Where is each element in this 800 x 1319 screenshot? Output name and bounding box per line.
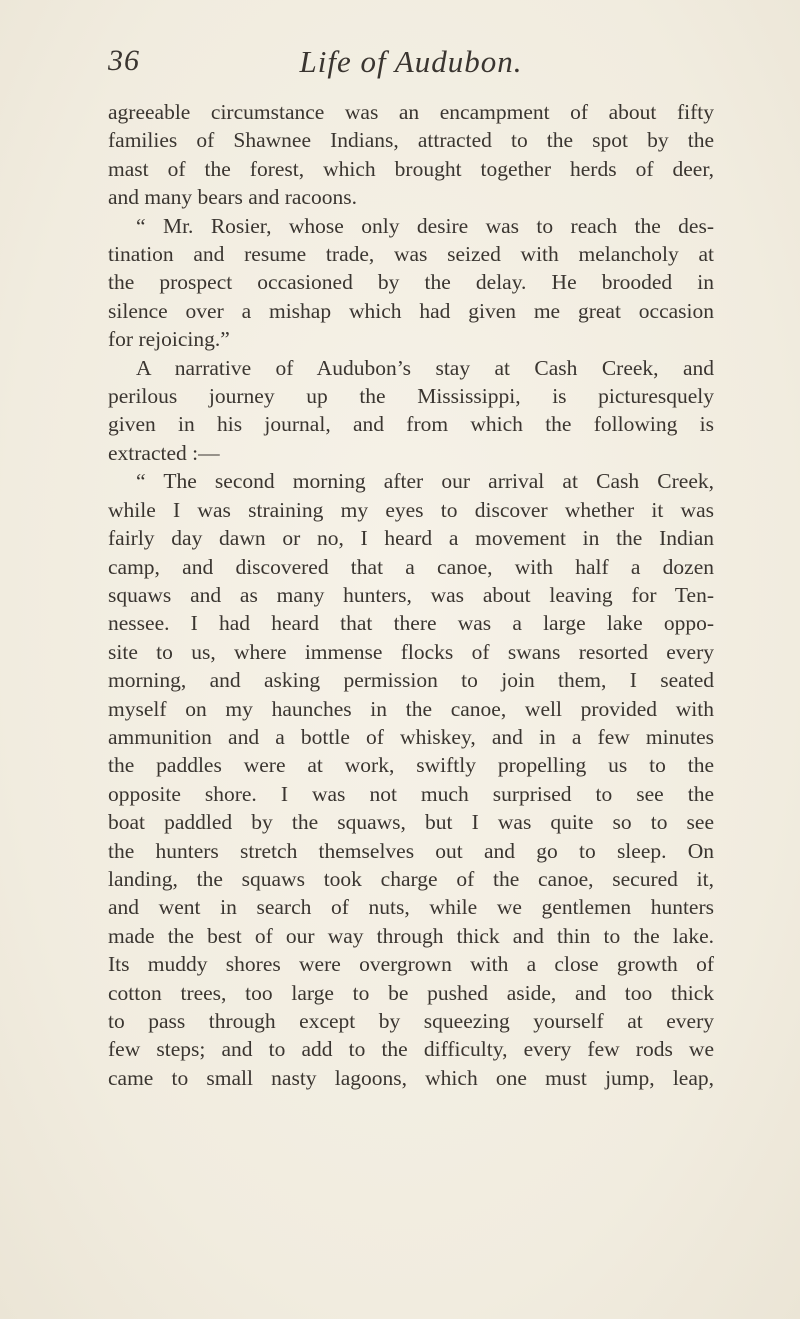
- running-title: Life of Audubon.: [299, 44, 523, 79]
- page-header: [108, 44, 714, 94]
- page-number: 36: [108, 44, 140, 77]
- text-line: extracted :—: [108, 440, 220, 465]
- text-line: few steps; and to add to the difficulty, every few rods we: [108, 1037, 714, 1062]
- text-line: perilous journey up the Mississippi, is picturesquely: [108, 384, 714, 409]
- body-text: [108, 98, 714, 1092]
- text-line: “ The second morning after our arrival at Cash Creek,: [136, 469, 714, 494]
- text-line: “ Mr. Rosier, whose only desire was to reach the des-: [136, 213, 714, 238]
- text-line: landing, the squaws took charge of the canoe, secured it,: [108, 866, 714, 891]
- text-line: morning, and asking permission to join them, I seated: [108, 668, 714, 693]
- text-line: Its muddy shores were overgrown with a close growth of: [108, 952, 714, 977]
- text-line: families of Shawnee Indians, attracted to the spot by the: [108, 128, 714, 153]
- text-line: myself on my haunches in the canoe, well provided with: [108, 696, 714, 721]
- text-line: A narrative of Audubon’s stay at Cash Creek, and: [136, 355, 714, 380]
- text-line: site to us, where immense flocks of swans resorted every: [108, 639, 714, 664]
- text-line: made the best of our way through thick and thin to the lake.: [108, 923, 714, 948]
- text-line: the hunters stretch themselves out and go to sleep. On: [108, 838, 714, 863]
- text-line: squaws and as many hunters, was about leaving for Ten-: [108, 582, 714, 607]
- text-line: and many bears and racoons.: [108, 185, 357, 210]
- text-line: came to small nasty lagoons, which one must jump, leap,: [108, 1065, 714, 1090]
- text-line: to pass through except by squeezing yourself at every: [108, 1009, 714, 1033]
- text-line: tination and resume trade, was seized with melancholy at: [108, 242, 714, 267]
- text-line: boat paddled by the squaws, but I was quite so to see: [108, 810, 714, 835]
- text-line: the paddles were at work, swiftly propelling us to the: [108, 753, 714, 778]
- text-line: nessee. I had heard that there was a large lake oppo-: [108, 611, 714, 636]
- text-line: opposite shore. I was not much surprised to see the: [108, 781, 714, 806]
- text-line: and went in search of nuts, while we gentlemen hunters: [108, 895, 714, 920]
- text-line: camp, and discovered that a canoe, with half a dozen: [108, 554, 714, 579]
- text-line: given in his journal, and from which the following is: [108, 412, 714, 437]
- text-line: while I was straining my eyes to discover whether it was: [108, 497, 714, 522]
- text-line: cotton trees, too large to be pushed aside, and too thick: [108, 980, 714, 1005]
- text-line: for rejoicing.”: [108, 327, 230, 352]
- text-line: the prospect occasioned by the delay. He brooded in: [108, 270, 714, 295]
- text-line: ammunition and a bottle of whiskey, and in a few minutes: [108, 724, 714, 749]
- text-line: agreeable circumstance was an encampment of about fifty: [108, 100, 714, 124]
- text-line: fairly day dawn or no, I heard a movement in the Indian: [108, 526, 714, 551]
- text-line: silence over a mishap which had given me great occasion: [108, 298, 714, 323]
- text-line: mast of the forest, which brought together herds of deer,: [108, 156, 714, 181]
